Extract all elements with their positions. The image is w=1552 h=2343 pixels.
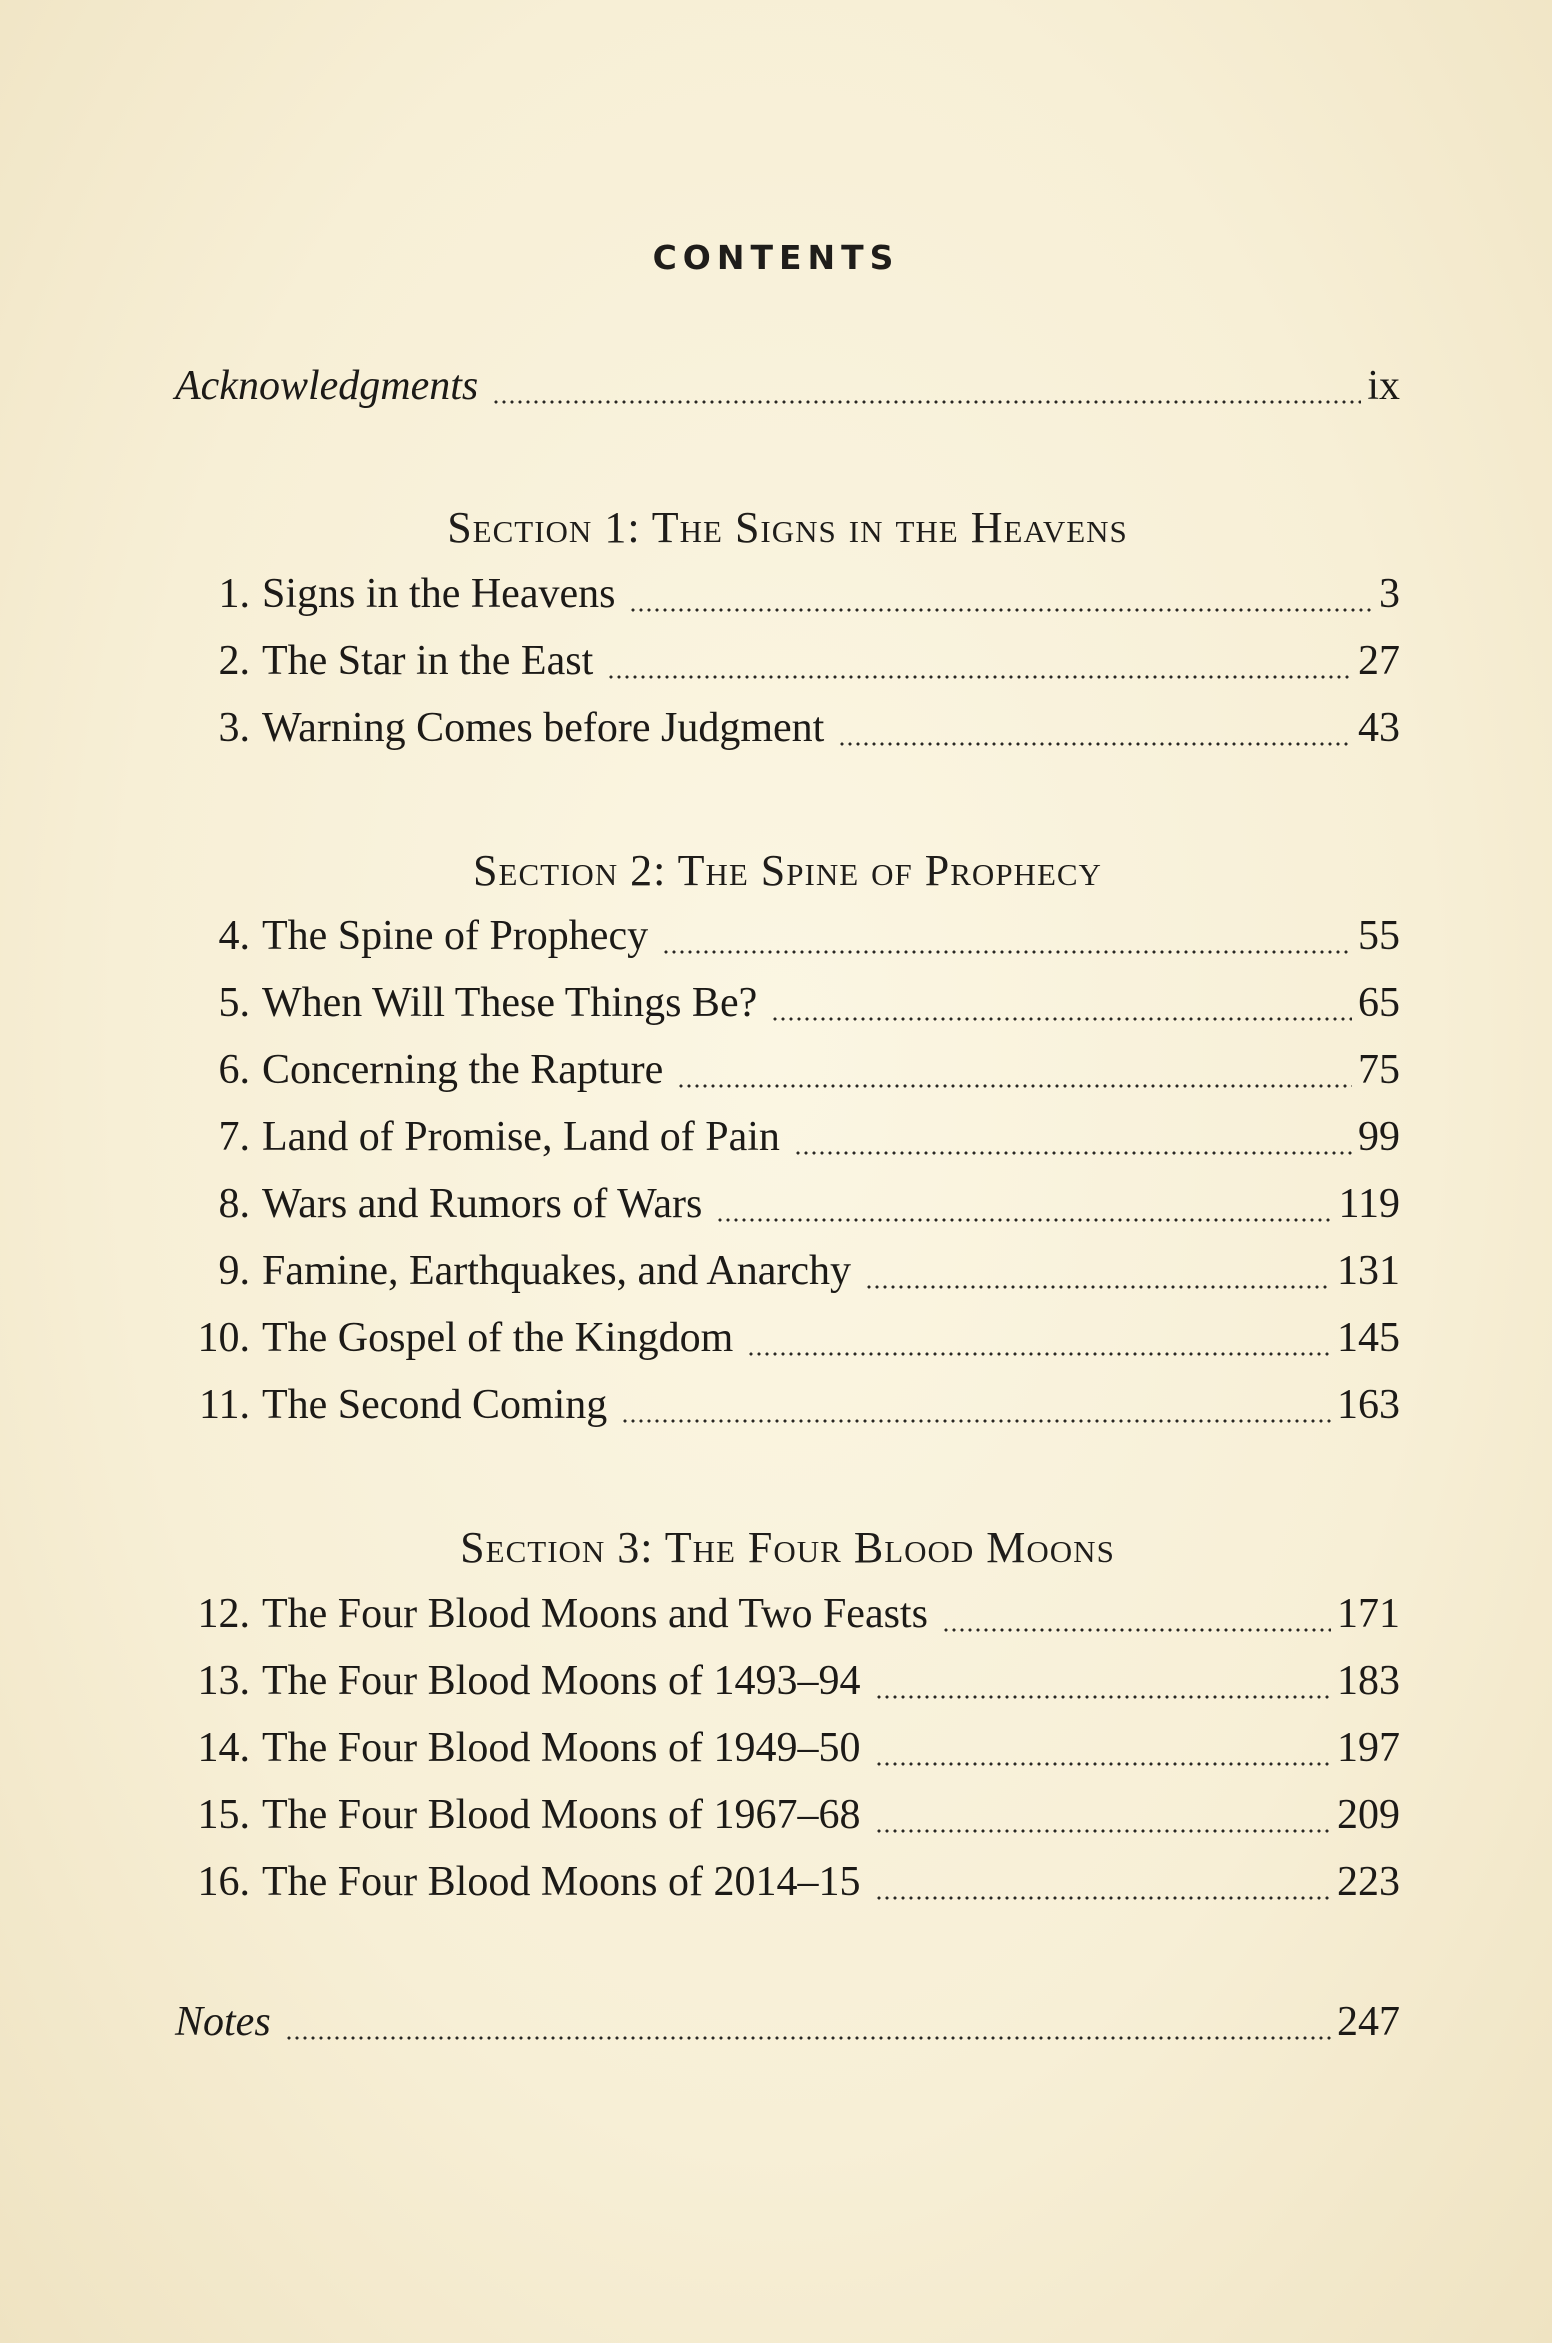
toc-entry (175, 637, 1400, 693)
dot-leader (662, 948, 1352, 956)
toc-entry (175, 570, 1400, 626)
chapter-page: 223 (1337, 1859, 1400, 1905)
chapter-page: 55 (1358, 913, 1400, 959)
dot-leader (875, 1827, 1332, 1835)
dot-leader (677, 1082, 1352, 1090)
toc-entry (175, 1247, 1400, 1303)
chapter-title: Warning Comes before Judgment (262, 705, 825, 751)
chapter-page: 75 (1358, 1047, 1400, 1093)
toc-entry (175, 1180, 1400, 1236)
dot-leader (838, 740, 1352, 748)
chapter-number: 12. (197, 1591, 250, 1637)
chapter-page: 183 (1337, 1658, 1400, 1704)
chapter-page: 65 (1358, 980, 1400, 1026)
chapter-title: The Gospel of the Kingdom (262, 1315, 734, 1361)
chapter-title: The Four Blood Moons of 2014–15 (262, 1859, 861, 1905)
toc-entry-label: Notes (175, 1999, 271, 2045)
chapter-number: 9. (218, 1248, 250, 1294)
chapter-title: The Star in the East (262, 638, 594, 684)
chapter-page: 43 (1358, 705, 1400, 751)
dot-leader (875, 1693, 1332, 1701)
chapter-title: The Spine of Prophecy (262, 913, 649, 959)
chapter-number: 16. (197, 1859, 250, 1905)
chapter-title: Famine, Earthquakes, and Anarchy (262, 1248, 851, 1294)
toc-entry-page: 247 (1337, 1999, 1400, 2045)
toc-entry (175, 1046, 1400, 1102)
chapter-number: 7. (218, 1114, 250, 1160)
dot-leader (865, 1283, 1331, 1291)
chapter-title: Signs in the Heavens (262, 571, 616, 617)
chapter-number: 2. (218, 638, 250, 684)
chapter-page: 197 (1337, 1725, 1400, 1771)
section-heading-2: Section 2: The Spine of Prophecy (473, 846, 1102, 895)
dot-leader (942, 1626, 1331, 1634)
chapter-title: The Four Blood Moons of 1967–68 (262, 1792, 861, 1838)
section-heading-1: Section 1: The Signs in the Heavens (447, 503, 1128, 552)
dot-leader (492, 398, 1361, 406)
toc-entry (175, 1381, 1400, 1437)
chapter-page: 163 (1337, 1382, 1400, 1428)
chapter-title: Concerning the Rapture (262, 1047, 664, 1093)
toc-entry (175, 1657, 1400, 1713)
chapter-number: 13. (197, 1658, 250, 1704)
chapter-number: 4. (218, 913, 250, 959)
toc-entry (175, 704, 1400, 760)
chapter-number: 14. (197, 1725, 250, 1771)
toc-entry (175, 1858, 1400, 1914)
chapter-number: 15. (197, 1792, 250, 1838)
chapter-page: 131 (1337, 1248, 1400, 1294)
toc-entry-acknowledgments (175, 362, 1400, 418)
dot-leader (621, 1417, 1331, 1425)
chapter-title: Wars and Rumors of Wars (262, 1181, 703, 1227)
chapter-page: 99 (1358, 1114, 1400, 1160)
toc-entry-page: ix (1367, 363, 1400, 409)
toc-entry (175, 1314, 1400, 1370)
dot-leader (716, 1216, 1332, 1224)
toc-entry-notes (175, 1998, 1400, 2054)
chapter-number: 10. (197, 1315, 250, 1361)
chapter-number: 1. (218, 571, 250, 617)
toc-entry (175, 1791, 1400, 1847)
chapter-title: The Four Blood Moons of 1949–50 (262, 1725, 861, 1771)
toc-entry (175, 1724, 1400, 1780)
chapter-number: 5. (218, 980, 250, 1026)
chapter-title: The Second Coming (262, 1382, 608, 1428)
dot-leader (747, 1350, 1331, 1358)
chapter-title: The Four Blood Moons and Two Feasts (262, 1591, 928, 1637)
toc-entry-label: Acknowledgments (175, 363, 479, 409)
dot-leader (771, 1015, 1352, 1023)
dot-leader (875, 1894, 1332, 1902)
chapter-page: 171 (1337, 1591, 1400, 1637)
chapter-title: The Four Blood Moons of 1493–94 (262, 1658, 861, 1704)
chapter-page: 27 (1358, 638, 1400, 684)
page-title: CONTENTS (652, 238, 900, 277)
dot-leader (629, 606, 1373, 614)
dot-leader (794, 1149, 1352, 1157)
chapter-number: 11. (199, 1382, 250, 1428)
chapter-title: Land of Promise, Land of Pain (262, 1114, 780, 1160)
chapter-page: 119 (1338, 1181, 1400, 1227)
section-heading-3: Section 3: The Four Blood Moons (460, 1523, 1115, 1572)
chapter-page: 145 (1337, 1315, 1400, 1361)
chapter-page: 209 (1337, 1792, 1400, 1838)
dot-leader (875, 1760, 1332, 1768)
dot-leader (607, 673, 1352, 681)
toc-entry (175, 979, 1400, 1035)
toc-entry (175, 1590, 1400, 1646)
chapter-number: 3. (218, 705, 250, 751)
chapter-number: 6. (218, 1047, 250, 1093)
chapter-number: 8. (218, 1181, 250, 1227)
chapter-title: When Will These Things Be? (262, 980, 758, 1026)
toc-entry (175, 912, 1400, 968)
chapter-page: 3 (1379, 571, 1400, 617)
dot-leader (285, 2034, 1331, 2042)
toc-entry (175, 1113, 1400, 1169)
